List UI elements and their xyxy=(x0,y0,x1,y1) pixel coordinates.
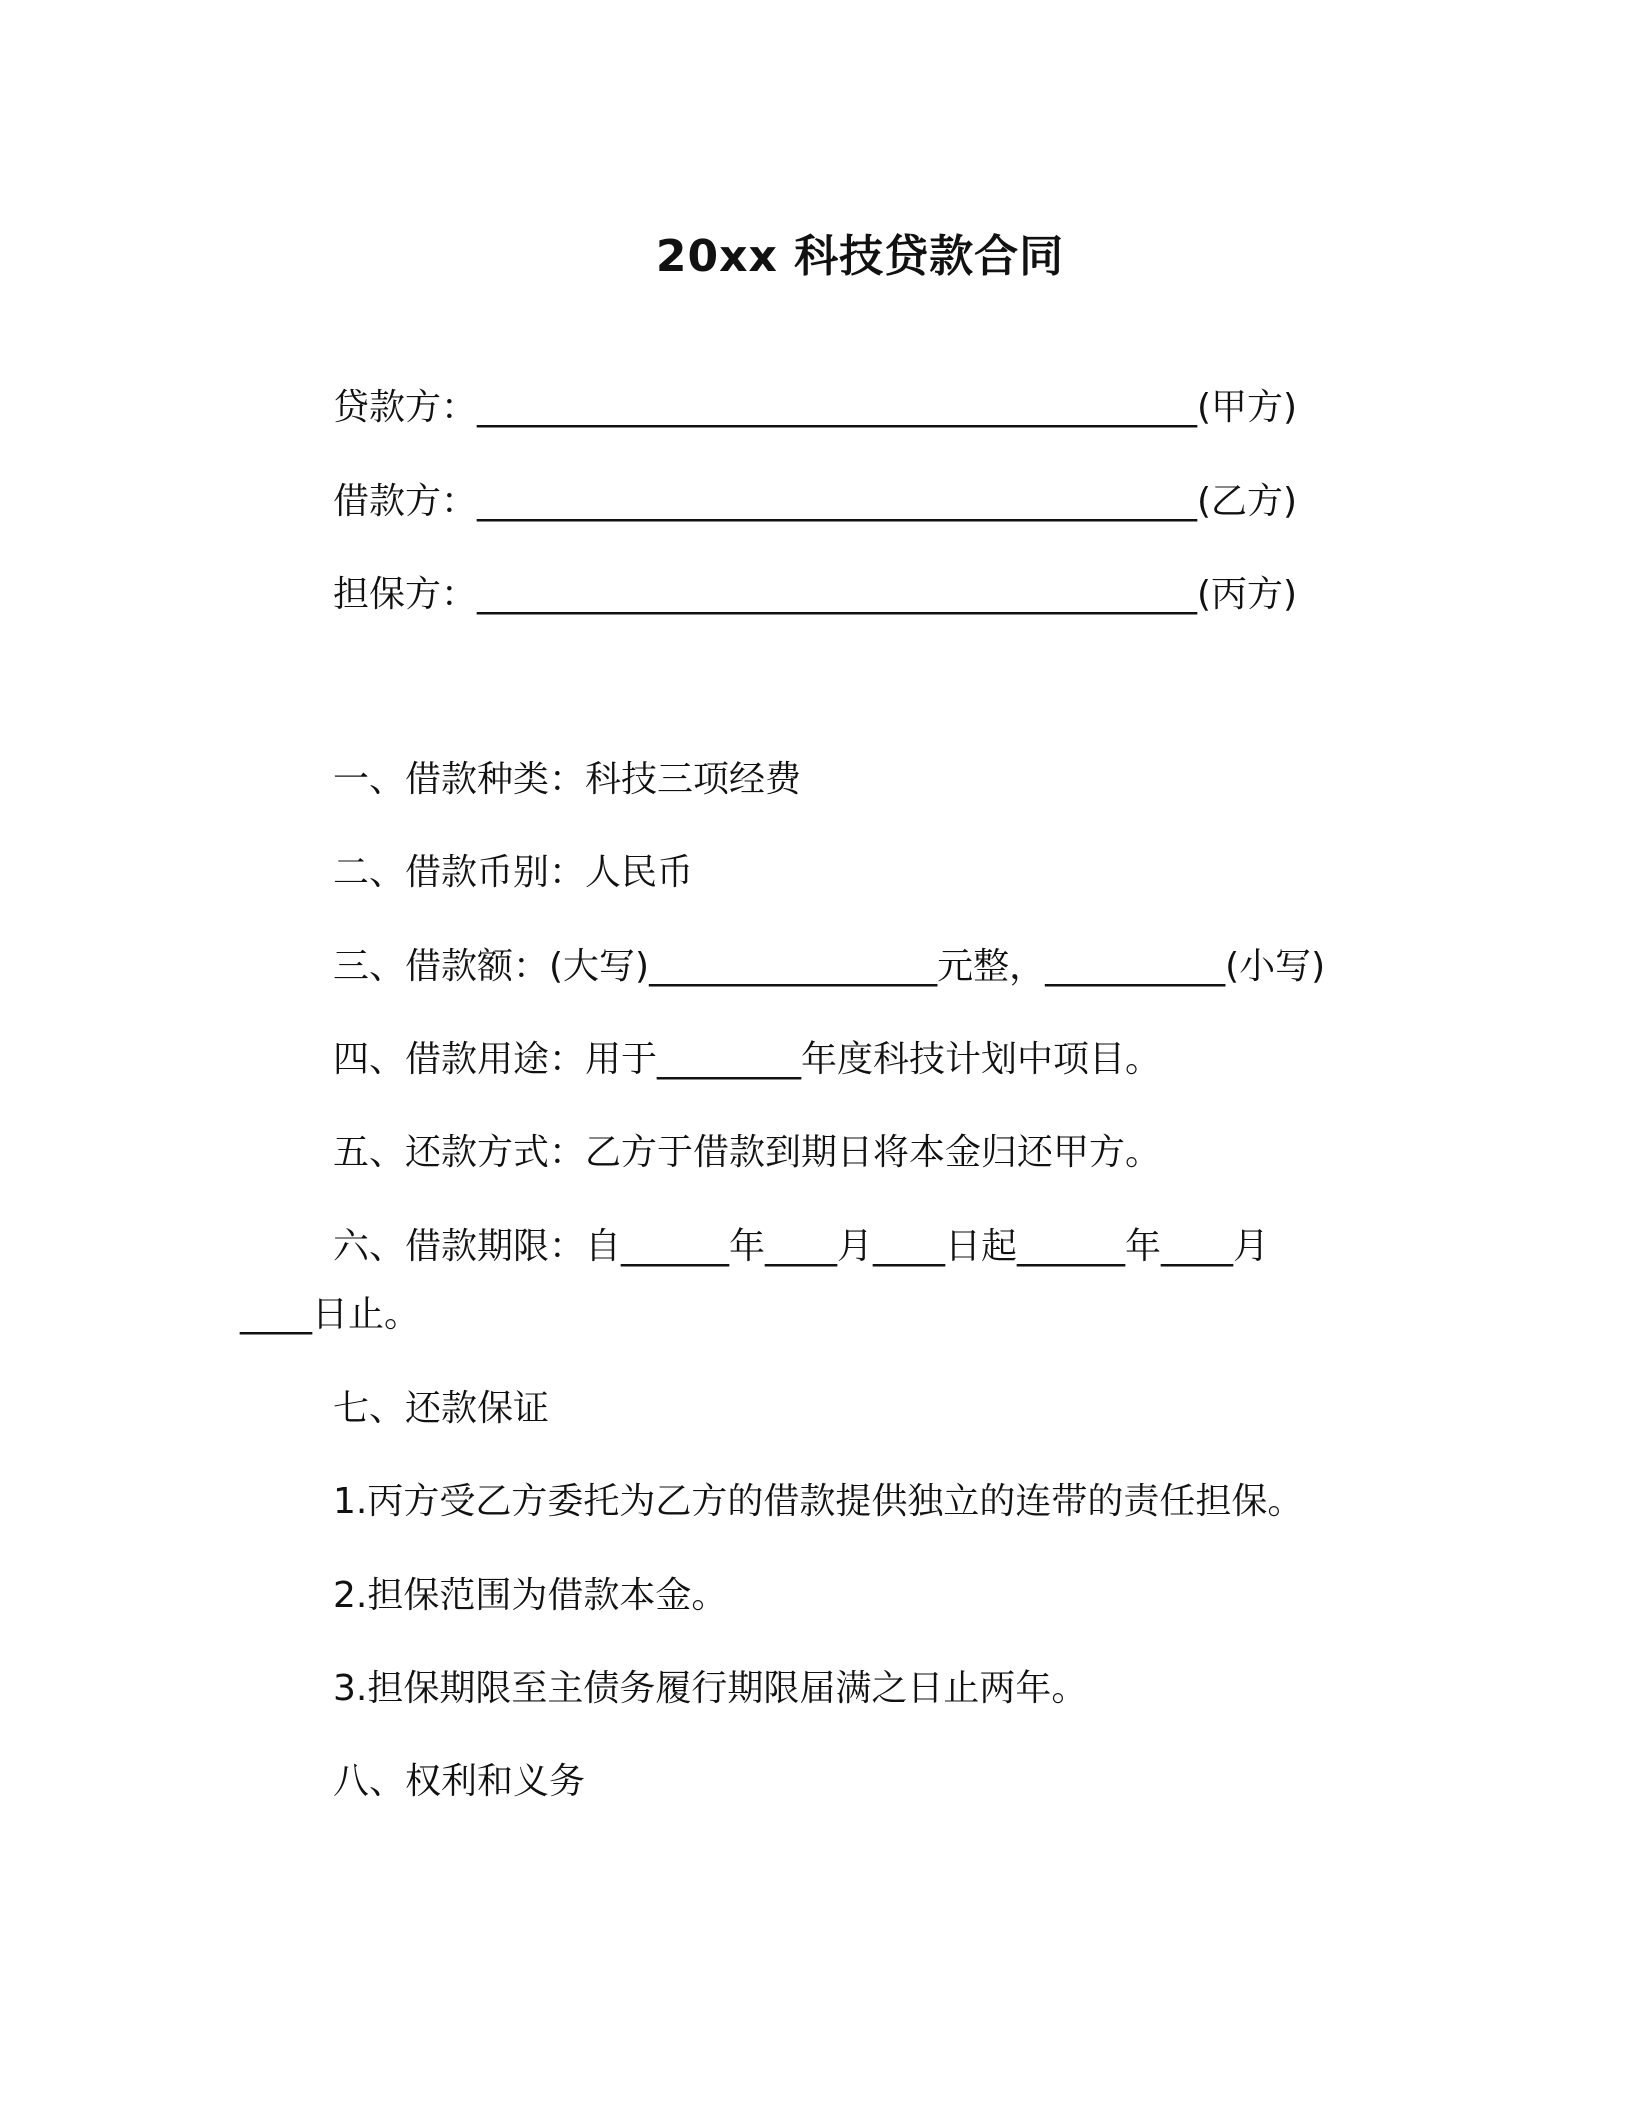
party-borrower: 借款方：________________________________________(乙方) xyxy=(333,481,1298,522)
party-lender: 贷款方：________________________________________(甲方) xyxy=(333,387,1298,428)
clause-repayment-method: 五、还款方式：乙方于借款到期日将本金归还甲方。 xyxy=(333,1132,1162,1173)
clause-currency: 二、借款币别：人民币 xyxy=(333,852,694,893)
clause-guarantee-item-3: 3.担保期限至主债务履行期限届满之日止两年。 xyxy=(333,1668,1088,1709)
clause-guarantee-item-1: 1.丙方受乙方委托为乙方的借款提供独立的连带的责任担保。 xyxy=(333,1481,1304,1522)
clause-loan-type: 一、借款种类：科技三项经费 xyxy=(333,759,802,800)
clause-term-continued: ____日止。 xyxy=(240,1294,421,1335)
clause-amount: 三、借款额：(大写)________________元整，__________(小写) xyxy=(333,946,1326,987)
clause-guarantee-item-2: 2.担保范围为借款本金。 xyxy=(333,1575,728,1616)
clause-rights-heading: 八、权利和义务 xyxy=(333,1761,586,1802)
document-title: 20xx 科技贷款合同 xyxy=(655,231,1065,282)
clause-guarantee-heading: 七、还款保证 xyxy=(333,1388,550,1429)
clause-purpose: 四、借款用途：用于________年度科技计划中项目。 xyxy=(333,1039,1162,1080)
party-guarantor: 担保方：________________________________________(丙方) xyxy=(333,574,1298,615)
clause-term: 六、借款期限：自______年____月____日起______年____月 xyxy=(333,1226,1270,1267)
